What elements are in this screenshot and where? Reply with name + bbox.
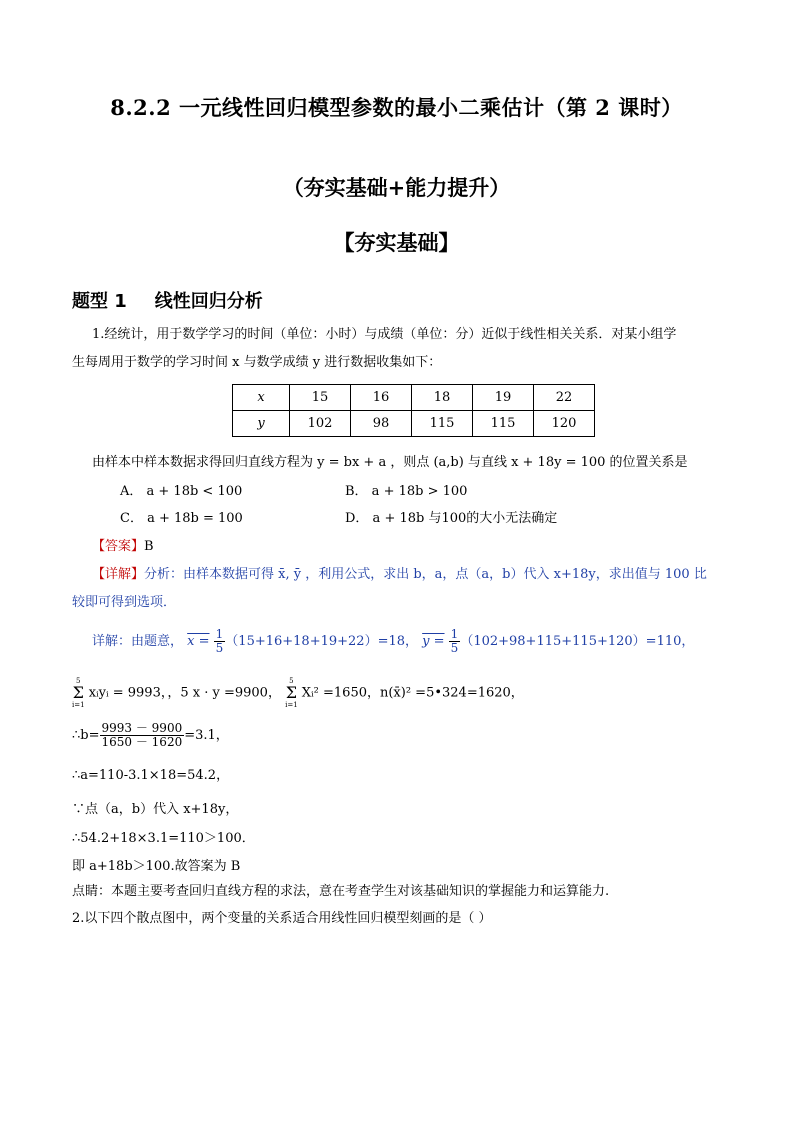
detail-text-1: 分析：由样本数据可得 x̄, ȳ ，利用公式，求出 b，a，点（a，b）代入 x+18y，求出值与 100 比 — [144, 567, 707, 582]
table-cell: 98 — [351, 411, 412, 437]
option-b: B． a + 18b > 100 — [345, 484, 468, 499]
solution-intro: 详解：由题意， — [92, 634, 184, 649]
detail-line-2: 较即可得到选项． — [72, 595, 177, 610]
comment-line: 点睛：本题主要考查回归直线方程的求法，意在考查学生对该基础知识的掌握能力和运算能力. — [72, 884, 610, 899]
x-bar-label: x = — [187, 634, 210, 649]
b-prefix: ∴b= — [72, 728, 100, 743]
table-cell: 16 — [351, 385, 412, 411]
table-cell: x — [233, 385, 290, 411]
solution-line-conclusion: 即 a+18b＞100.故答案为 B — [72, 859, 241, 874]
page-subtitle: （夯实基础+能力提升） — [282, 175, 511, 200]
table-cell: 115 — [473, 411, 534, 437]
q2-line: 2.以下四个散点图中，两个变量的关系适合用线性回归模型刻画的是（ ） — [72, 911, 492, 926]
q1-line-2: 生每周用于数学的学习时间 x 与数学成绩 y 进行数据收集如下： — [72, 355, 442, 370]
table-row-y — [233, 411, 595, 437]
table-cell: 120 — [534, 411, 595, 437]
sum-xbar-ybar: ，5 x · y =9900， — [167, 685, 281, 701]
table-cell: 19 — [473, 385, 534, 411]
answer-value: B — [144, 539, 154, 554]
table-row-x — [233, 385, 595, 411]
question-type-label: 题型 1 — [72, 291, 127, 312]
x-bar-value: （15+16+18+19+22）=18， — [225, 634, 419, 649]
q1-stem: 由样本中样本数据求得回归直线方程为 y = bx + a ，则点 (a,b) 与直线 x + 18y = 100 的位置关系是 — [92, 455, 688, 470]
solution-line-point: ∵点（a，b）代入 x+18y， — [72, 802, 239, 817]
solution-line-b — [72, 722, 229, 749]
detail-tag: 【详解】 — [92, 567, 145, 582]
b-suffix: =3.1， — [184, 728, 229, 743]
answer-line — [92, 537, 154, 557]
question-type-heading — [72, 287, 263, 313]
solution-line-calc: ∴54.2+18×3.1=110＞100． — [72, 831, 255, 846]
option-d: D． a + 18b 与100的大小无法确定 — [345, 511, 558, 526]
answer-tag: 【答案】 — [92, 539, 145, 554]
fraction-one-fifth: $\frac{1}{5}$ — [450, 627, 459, 655]
q1-line-1: 1.经统计，用于数学学习的时间（单位：小时）与成绩（单位：分）近似于线性相关关系．对某小组学 — [92, 327, 677, 342]
page-title: 8.2.2 一元线性回归模型参数的最小二乘估计（第 2 课时） — [110, 95, 683, 120]
fraction-one-fifth: $\frac{1}{5}$ — [215, 627, 224, 655]
option-c: C． a + 18b = 100 — [120, 511, 243, 526]
table-cell: 22 — [534, 385, 595, 411]
sum-xy: xᵢyᵢ = 9993， — [88, 685, 168, 701]
y-bar-label: y = — [422, 634, 445, 649]
option-a: A． a + 18b < 100 — [120, 484, 243, 499]
sigma-icon: 5 Σ i=1 — [72, 677, 85, 709]
solution-line-means — [92, 628, 694, 655]
table-cell: 102 — [290, 411, 351, 437]
sum-x-squared: Xᵢ² =1650，n(x̄)² =5•324=1620， — [301, 685, 524, 701]
y-bar-value: （102+98+115+115+120）=110， — [460, 634, 695, 649]
fraction-b: $\frac{9993 - 9900}{1650 - 1620}$ — [101, 721, 183, 749]
table-cell: 18 — [412, 385, 473, 411]
data-table — [232, 384, 595, 437]
table-cell: 15 — [290, 385, 351, 411]
section-heading: 【夯实基础】 — [333, 230, 460, 255]
detail-line-1 — [92, 565, 707, 585]
sigma-icon: 5 Σ i=1 — [285, 677, 298, 709]
question-type-name: 线性回归分析 — [154, 291, 263, 312]
table-cell: y — [233, 411, 290, 437]
solution-line-a: ∴a=110-3.1×18=54.2， — [72, 768, 230, 783]
table-cell: 115 — [412, 411, 473, 437]
solution-line-sums — [72, 677, 524, 709]
